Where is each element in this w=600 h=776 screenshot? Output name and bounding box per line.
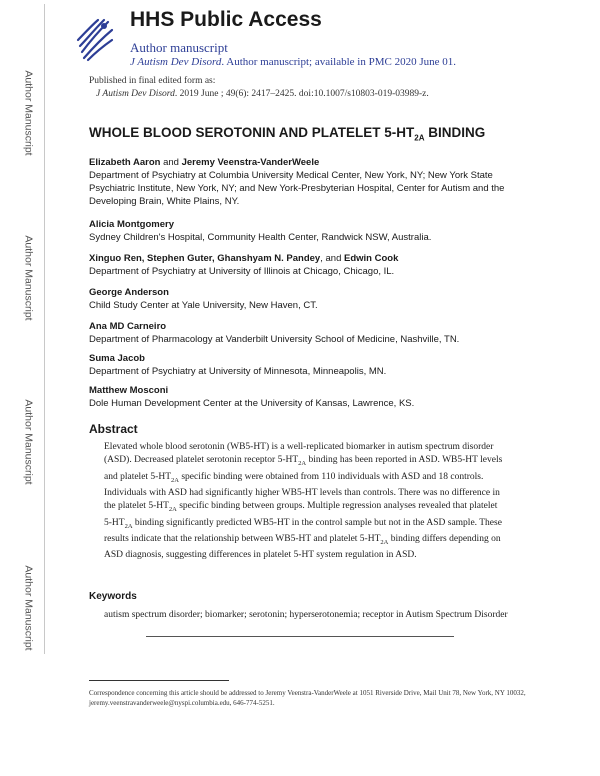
author-block [89,218,529,244]
footnote-divider [89,680,229,681]
author-affiliation: Department of Psychiatry at Columbia University Medical Center, New York, NY; New York State Psychiatric Institute, New York, NY; and New York-Presbyterian Hospital, Center for Autism and the Developing Brain, White Plains, NY. [89,170,505,207]
author-block [89,352,529,378]
author-affiliation: Sydney Children's Hospital, Community Health Center, Randwick NSW, Australia. [89,232,432,243]
author-names: Xinguo Ren, Stephen Guter, Ghanshyam N. Pandey, and Edwin Cook [89,253,399,264]
author-affiliation: Department of Psychiatry at University of Illinois at Chicago, Chicago, IL. [89,266,395,277]
author-names: Matthew Mosconi [89,385,169,396]
side-label: Author Manuscript [23,235,35,321]
availability-text: . Author manuscript; available in PMC 2020 June 01. [221,56,457,68]
side-label: Author Manuscript [23,565,35,651]
author-affiliation: Department of Pharmacology at Vanderbilt University School of Medicine, Nashville, TN. [89,334,460,345]
logo-head [101,23,107,29]
side-label: Author Manuscript [23,70,35,156]
header-title: HHS Public Access [130,8,322,31]
abstract-text: Elevated whole blood serotonin (WB5-HT) is a well-replicated biomarker in autism spectrum disorder (ASD). Decreased platelet serotonin receptor $5-HT_{2A}$ binding has been reported in ASD. WB5-HT levels and platelet $5-HT_{2A}$ specific binding were obtained from 110 individuals with ASD and 18 controls. Individuals with ASD had significantly higher WB5-HT levels than controls. There was no difference in the platelet $5-HT_{2A}$ specific binding between groups. Multiple regression analyses revealed that platelet $5-HT_{2A}$ binding significantly predicted WB5-HT in the control sample but not in the ASD sample. These results indicate that the relationship between WB5-HT and platelet $5-HT_{2A}$ binding differs depending on ASD diagnosis, suggesting differences in platelet 5-HT system regulation in ASD. [104,442,503,561]
citation-journal: J Autism Dev Disord [96,89,175,99]
author-names: Suma Jacob [89,353,145,364]
hhs-eagle-logo-icon [74,14,114,64]
keywords-divider [146,636,454,637]
abstract-heading: Abstract [89,422,138,436]
author-names: Alicia Montgomery [89,219,174,230]
citation [96,89,429,99]
side-label: Author Manuscript [23,399,35,485]
article-title: WHOLE BLOOD SEROTONIN AND PLATELET $5-HT_{2A}$ BINDING [89,125,486,143]
margin-rule [44,4,45,654]
keywords-text: autism spectrum disorder; biomarker; serotonin; hyperserotonemia; receptor in Autism Spectrum Disorder [104,610,508,620]
keywords-heading: Keywords [89,591,137,602]
journal-name: J Autism Dev Disord [130,56,222,68]
author-names: George Anderson [89,287,169,298]
journal-availability [130,56,456,68]
correspondence-footnote: Correspondence concerning this article should be addressed to Jeremy Veenstra-VanderWeele at 1051 Riverside Drive, Mail Unit 78, New York, NY 10032, jeremy.veenstravanderweele@nyspi.columbia.edu, 646-774-5251. [89,689,526,707]
author-block [89,320,529,346]
author-affiliation: Department of Psychiatry at University of Minnesota, Minneapolis, MN. [89,366,387,377]
author-block [89,384,529,410]
author-block [89,286,529,312]
author-block [89,252,529,278]
author-names: Elizabeth Aaron and Jeremy Veenstra-VanderWeele [89,157,320,168]
citation-details: . 2019 June ; 49(6): 2417–2425. doi:10.1007/s10803-019-03989-z. [174,89,429,99]
author-block [89,156,529,208]
published-label: Published in final edited form as: [89,76,216,86]
author-affiliation: Dole Human Development Center at the University of Kansas, Lawrence, KS. [89,398,415,409]
header-subtitle: Author manuscript [130,40,228,55]
author-affiliation: Child Study Center at Yale University, New Haven, CT. [89,300,318,311]
author-names: Ana MD Carneiro [89,321,167,332]
